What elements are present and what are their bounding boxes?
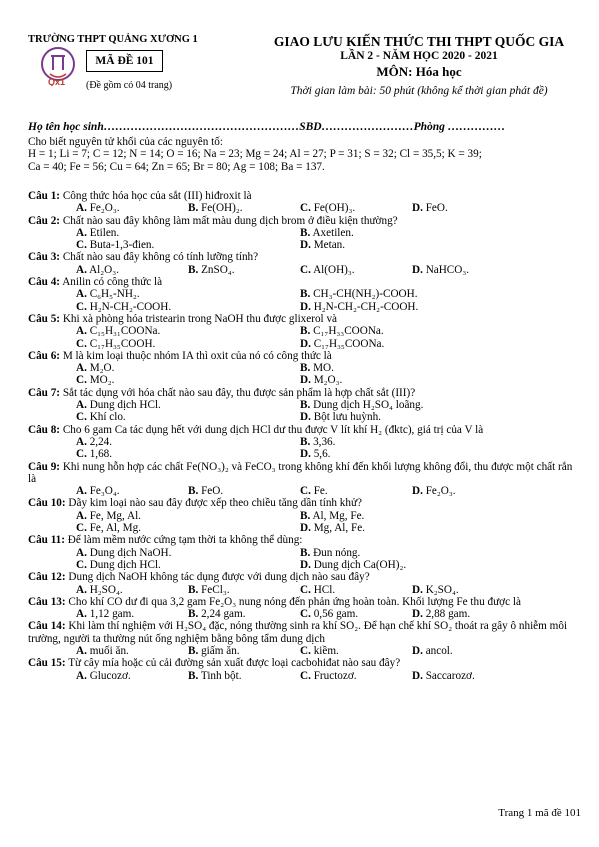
answer-option	[188, 584, 230, 596]
option-text: giấm ăn.	[201, 644, 240, 657]
option-text: ancol.	[425, 644, 453, 657]
option-text: C₁₅H₃₁COONa.	[89, 325, 161, 338]
question-stem	[28, 350, 583, 362]
option-text: C₁₇H₃₅COONa.	[313, 337, 385, 350]
question-number: Câu 15:	[28, 657, 66, 670]
answer-option	[76, 510, 141, 522]
option-letter: A.	[76, 669, 87, 682]
option-text: muối ăn.	[89, 644, 129, 657]
question-number: Câu 10:	[28, 497, 66, 510]
answer-option	[188, 202, 243, 214]
option-letter: C.	[76, 448, 87, 461]
answer-option	[412, 485, 456, 497]
option-letter: D.	[412, 608, 423, 621]
option-letter: C.	[76, 374, 87, 387]
option-text: NaHCO₃.	[425, 263, 470, 276]
logo-text: Qx1	[48, 77, 66, 86]
question-text: Dung dịch NaOH không tác dụng được với dung dịch nào sau đây?	[68, 571, 370, 584]
answer-option	[76, 325, 160, 337]
option-letter: D.	[412, 263, 423, 276]
answer-option	[76, 374, 114, 386]
option-letter: D.	[300, 448, 311, 461]
option-text: CH₃-CH(NH₂)-COOH.	[313, 288, 418, 301]
answer-option	[76, 202, 120, 214]
answer-option	[76, 411, 126, 423]
option-letter: A.	[76, 263, 87, 276]
question-number: Câu 6:	[28, 349, 61, 362]
answer-option	[76, 227, 119, 239]
option-letter: C.	[76, 411, 87, 424]
answer-row	[28, 485, 583, 497]
option-letter: C.	[76, 300, 87, 313]
answer-option	[76, 608, 134, 620]
answer-row	[28, 522, 583, 534]
option-letter: C.	[76, 239, 87, 252]
answer-row	[28, 645, 583, 657]
answer-option	[412, 645, 453, 657]
option-letter: D.	[300, 337, 311, 350]
option-text: 1,68.	[89, 448, 113, 461]
answer-option	[76, 399, 161, 411]
answer-row	[28, 547, 583, 559]
answer-option	[300, 436, 335, 448]
option-text: 5,6.	[313, 448, 331, 461]
answer-option	[188, 645, 240, 657]
question-item	[28, 190, 583, 215]
option-letter: C.	[300, 583, 311, 596]
option-letter: D.	[412, 202, 423, 215]
option-letter: A.	[76, 288, 87, 301]
answer-row	[28, 436, 583, 448]
answer-option	[300, 584, 335, 596]
option-text: H₂N-CH₂-COOH.	[89, 300, 172, 313]
option-letter: A.	[76, 399, 87, 412]
question-item	[28, 276, 583, 313]
option-letter: B.	[188, 608, 199, 621]
question-stem	[28, 571, 583, 583]
question-text: Công thức hóa học của sắt (III) hiđroxit là	[62, 190, 252, 202]
answer-option	[188, 608, 246, 620]
option-letter: A.	[76, 325, 87, 338]
option-letter: C.	[76, 337, 87, 350]
option-letter: C.	[300, 202, 311, 215]
option-text: Khí clo.	[89, 411, 126, 424]
option-letter: C.	[300, 644, 311, 657]
question-item	[28, 387, 583, 424]
question-text: Anilin có công thức là	[62, 276, 163, 289]
option-text: 2,24 gam.	[201, 608, 246, 621]
answer-row	[28, 325, 583, 337]
option-text: Dung dịch H₂SO₄ loãng.	[313, 399, 424, 412]
student-info-line: Họ tên học sinh……………………………………………SBD……………………Phòng ……………	[28, 121, 506, 133]
answer-option	[300, 645, 339, 657]
option-text: Fe₃O₄.	[89, 485, 120, 498]
answer-row	[28, 399, 583, 411]
option-letter: B.	[300, 546, 311, 559]
option-letter: A.	[76, 509, 87, 522]
option-text: Buta-1,3-đien.	[89, 239, 155, 252]
answer-option	[300, 202, 355, 214]
question-text: Khi xà phòng hóa tristearin trong NaOH thu được glixerol và	[62, 312, 338, 325]
option-letter: A.	[76, 202, 87, 215]
question-stem	[28, 276, 583, 288]
pages-note: (Đề gồm có 04 trang)	[86, 80, 173, 91]
option-letter: C.	[300, 263, 311, 276]
answer-option	[76, 645, 129, 657]
question-number: Câu 7:	[28, 386, 61, 399]
question-stem	[28, 461, 583, 486]
question-number: Câu 14:	[28, 620, 66, 633]
answer-option	[300, 227, 354, 239]
option-text: 2,88 gam.	[425, 608, 471, 621]
question-item	[28, 461, 583, 498]
question-number: Câu 12:	[28, 571, 66, 584]
question-stem	[28, 251, 583, 263]
answer-option	[412, 584, 459, 596]
option-text: Fe(OH)₂.	[201, 202, 243, 215]
question-number: Câu 9:	[28, 460, 61, 473]
option-text: H₂SO₄.	[89, 583, 123, 596]
question-text: Để làm mềm nước cứng tạm thời ta không thể dùng:	[67, 534, 303, 547]
question-number: Câu 8:	[28, 423, 61, 436]
option-text: Dung dịch HCl.	[89, 558, 161, 571]
answer-option	[188, 264, 235, 276]
option-letter: B.	[188, 583, 199, 596]
option-letter: A.	[76, 644, 87, 657]
answer-row	[28, 670, 583, 682]
question-stem	[28, 596, 583, 608]
answer-option	[300, 670, 357, 682]
answer-row	[28, 202, 583, 214]
option-letter: D.	[412, 583, 423, 596]
option-letter: B.	[300, 399, 311, 412]
answer-row	[28, 584, 583, 596]
answer-option	[76, 584, 123, 596]
option-text: 3,36.	[313, 435, 336, 448]
option-letter: D.	[300, 239, 311, 252]
school-name: TRƯỜNG THPT QUẢNG XƯƠNG 1	[28, 34, 198, 45]
answer-row	[28, 559, 583, 571]
option-text: Mg, Al, Fe.	[313, 522, 365, 535]
question-number: Câu 2:	[28, 214, 61, 227]
option-text: Fe₂O₃.	[89, 202, 120, 215]
answer-option	[76, 448, 112, 460]
exam-code-box: MÃ ĐỀ 101	[86, 50, 163, 72]
option-letter: D.	[300, 374, 311, 387]
question-item	[28, 215, 583, 252]
answer-row	[28, 374, 583, 386]
question-item	[28, 657, 583, 682]
answer-row	[28, 338, 583, 350]
answer-option	[76, 670, 131, 682]
option-text: Axetilen.	[312, 226, 354, 239]
option-letter: C.	[76, 522, 87, 535]
exam-header	[0, 0, 599, 108]
answer-option	[76, 301, 171, 313]
answer-row	[28, 288, 583, 300]
option-text: M₂O₃.	[313, 374, 343, 387]
option-text: C₁₇H₃₃COONa.	[313, 325, 384, 338]
option-text: Fructozơ.	[313, 669, 357, 682]
answer-option	[76, 362, 114, 374]
option-text: Glucozơ.	[89, 669, 131, 682]
option-letter: C.	[76, 558, 87, 571]
answer-option	[76, 288, 140, 300]
answer-row	[28, 448, 583, 460]
option-text: MO₂.	[89, 374, 115, 387]
option-letter: B.	[300, 509, 311, 522]
option-text: Etilen.	[89, 226, 120, 239]
answer-row	[28, 301, 583, 313]
option-text: 1,12 gam.	[89, 608, 135, 621]
option-text: FeO.	[425, 202, 448, 215]
question-stem	[28, 215, 583, 227]
exam-time: Thời gian làm bài: 50 phút (không kể thời gian phát đề)	[290, 85, 548, 97]
option-letter: A.	[76, 362, 87, 375]
option-text: K₂SO₄.	[425, 583, 459, 596]
option-letter: A.	[76, 485, 87, 498]
question-number: Câu 11:	[28, 534, 65, 547]
option-letter: B.	[188, 644, 199, 657]
answer-option	[300, 559, 406, 571]
option-text: M₂O.	[89, 362, 115, 375]
answer-row	[28, 510, 583, 522]
question-item	[28, 424, 583, 461]
atomic-mass-intro	[28, 136, 583, 173]
answer-row	[28, 227, 583, 239]
question-item	[28, 497, 583, 534]
option-letter: B.	[300, 362, 311, 375]
option-text: Metan.	[313, 239, 346, 252]
option-letter: A.	[76, 583, 87, 596]
answer-option	[76, 264, 119, 276]
option-text: Al₂O₃.	[89, 263, 119, 276]
question-item	[28, 251, 583, 276]
question-item	[28, 534, 583, 571]
question-text: Từ cây mía hoặc củ cải đường sản xuất được loại cacbohiđat nào sau đây?	[68, 657, 401, 670]
option-letter: D.	[412, 485, 423, 498]
question-stem	[28, 313, 583, 325]
question-list	[28, 190, 583, 682]
question-item	[28, 350, 583, 387]
page-footer: Trang 1 mã đề 101	[498, 807, 581, 819]
option-text: Fe₂O₃.	[425, 485, 456, 498]
option-letter: D.	[300, 411, 311, 424]
option-letter: C.	[300, 669, 311, 682]
question-number: Câu 13:	[28, 595, 66, 608]
option-letter: D.	[412, 644, 423, 657]
option-text: Dung dịch HCl.	[89, 399, 161, 412]
question-stem	[28, 190, 583, 202]
option-letter: B.	[300, 325, 311, 338]
option-letter: B.	[188, 202, 199, 215]
option-text: HCl.	[313, 583, 336, 596]
question-stem	[28, 657, 583, 669]
option-letter: B.	[188, 263, 199, 276]
answer-option	[300, 288, 418, 300]
option-text: Dung dịch Ca(OH)₂.	[313, 558, 407, 571]
question-stem	[28, 387, 583, 399]
answer-row	[28, 264, 583, 276]
answer-option	[300, 411, 381, 423]
option-letter: D.	[300, 558, 311, 571]
question-stem	[28, 620, 583, 645]
option-letter: B.	[300, 288, 311, 301]
option-text: FeCl₃.	[201, 583, 230, 596]
answer-option	[188, 670, 242, 682]
answer-option	[300, 325, 384, 337]
answer-option	[300, 301, 418, 313]
answer-option	[76, 522, 141, 534]
answer-option	[300, 547, 360, 559]
intro-line: Ca = 40; Fe = 56; Cu = 64; Zn = 65; Br = 80; Ag = 108; Ba = 137.	[28, 160, 325, 173]
school-logo	[38, 46, 78, 86]
question-item	[28, 596, 583, 621]
option-letter: C.	[300, 485, 311, 498]
question-text: Chất nào sau đây không làm mất màu dung dịch brom ở điều kiện thường?	[62, 214, 398, 227]
exam-title: GIAO LƯU KIẾN THỨC THI THPT QUỐC GIA	[273, 34, 565, 49]
answer-option	[412, 670, 475, 682]
question-text: Khi làm thí nghiệm với H₂SO₄ đặc, nóng thường sinh ra khí SO₂. Để hạn chế khí SO₂ thoát ra gây ô nhiễm môi trường, người ta thường nút ống nghiệm bằng bông tẩm dung dịch	[28, 620, 568, 645]
answer-option	[300, 239, 345, 251]
option-letter: B.	[300, 435, 311, 448]
option-text: Al(OH)₃.	[313, 263, 355, 276]
option-text: MO.	[313, 362, 334, 375]
option-letter: D.	[412, 669, 423, 682]
answer-option	[188, 485, 223, 497]
answer-option	[300, 399, 423, 411]
option-text: 2,24.	[89, 435, 113, 448]
option-text: C₁₇H₃₅COOH.	[89, 337, 156, 350]
answer-option	[300, 338, 384, 350]
answer-option	[300, 362, 334, 374]
answer-option	[76, 559, 161, 571]
answer-row	[28, 362, 583, 374]
option-text: Fe, Mg, Al.	[89, 509, 141, 522]
question-number: Câu 3:	[28, 251, 61, 264]
answer-row	[28, 411, 583, 423]
answer-row	[28, 608, 583, 620]
answer-option	[300, 522, 365, 534]
option-letter: B.	[188, 485, 199, 498]
option-letter: B.	[188, 669, 199, 682]
question-item	[28, 620, 583, 657]
option-text: Fe.	[313, 485, 328, 498]
option-text: Saccarozơ.	[425, 669, 475, 682]
answer-option	[300, 264, 355, 276]
option-letter: A.	[76, 608, 87, 621]
question-stem	[28, 534, 583, 546]
question-text: M là kim loại thuộc nhóm IA thì oxit của nó có công thức là	[62, 349, 332, 362]
question-text: Cho 6 gam Ca tác dụng hết với dung dịch HCl dư thu được V lít khí H₂ (đktc), giá trị của V là	[62, 423, 484, 436]
question-text: Khi nung hỗn hợp các chất Fe(NO₃)₂ và FeCO₃ trong không khí đến khối lượng không đổi, thu được một chất rắn là	[28, 460, 573, 485]
question-number: Câu 4:	[28, 276, 61, 289]
question-number: Câu 1:	[28, 190, 61, 202]
option-letter: A.	[76, 226, 87, 239]
question-stem	[28, 497, 583, 509]
question-text: Sắt tác dụng với hóa chất nào sau đây, thu được sản phẩm là hợp chất sắt (III)?	[62, 386, 416, 399]
answer-option	[300, 374, 342, 386]
option-text: FeO.	[201, 485, 224, 498]
exam-subject: MÔN: Hóa học	[376, 64, 462, 79]
answer-option	[76, 485, 120, 497]
answer-option	[412, 264, 469, 276]
option-text: kiềm.	[313, 644, 339, 657]
option-text: Tinh bột.	[200, 669, 242, 682]
option-text: Đun nóng.	[313, 546, 361, 559]
option-text: Fe, Al, Mg.	[89, 522, 141, 535]
option-text: 0,56 gam.	[313, 608, 359, 621]
option-letter: A.	[76, 546, 87, 559]
option-text: Dung dịch NaOH.	[89, 546, 172, 559]
option-text: ZnSO₄.	[201, 263, 235, 276]
option-letter: B.	[300, 226, 311, 239]
question-item	[28, 313, 583, 350]
answer-option	[76, 436, 112, 448]
answer-option	[300, 510, 364, 522]
intro-line: H = 1; Li = 7; C = 12; N = 14; O = 16; Na = 23; Mg = 24; Al = 27; P = 31; S = 32; Cl = 35,5; K = 39;	[28, 148, 482, 161]
answer-option	[300, 608, 358, 620]
question-text: Dãy kim loại nào sau đây được xếp theo chiều tăng dần tính khử?	[68, 497, 363, 510]
option-letter: D.	[300, 522, 311, 535]
answer-row	[28, 239, 583, 251]
intro-line: Cho biết nguyên tử khối của các nguyên tố:	[28, 136, 223, 148]
exam-round: LẦN 2 - NĂM HỌC 2020 - 2021	[340, 50, 498, 62]
answer-option	[412, 608, 470, 620]
answer-option	[412, 202, 448, 214]
option-text: Bột lưu huỳnh.	[313, 411, 381, 424]
question-number: Câu 5:	[28, 312, 61, 325]
option-letter: A.	[76, 435, 87, 448]
answer-option	[300, 448, 330, 460]
answer-option	[76, 239, 154, 251]
question-text: Cho khí CO dư đi qua 3,2 gam Fe₂O₃ nung nóng đến phản ứng hoàn toàn. Khối lượng Fe thu được là	[68, 595, 521, 608]
option-text: Al, Mg, Fe.	[312, 509, 365, 522]
option-letter: D.	[300, 300, 311, 313]
option-text: C₆H₅-NH₂.	[89, 288, 140, 301]
question-stem	[28, 424, 583, 436]
answer-option	[300, 485, 328, 497]
option-text: H₂N-CH₂-CH₂-COOH.	[313, 300, 419, 313]
question-text: Chất nào sau đây không có tính lưỡng tính?	[62, 251, 259, 264]
answer-option	[76, 338, 155, 350]
option-letter: C.	[300, 608, 311, 621]
answer-option	[76, 547, 171, 559]
option-text: Fe(OH)₃.	[313, 202, 356, 215]
question-item	[28, 571, 583, 596]
